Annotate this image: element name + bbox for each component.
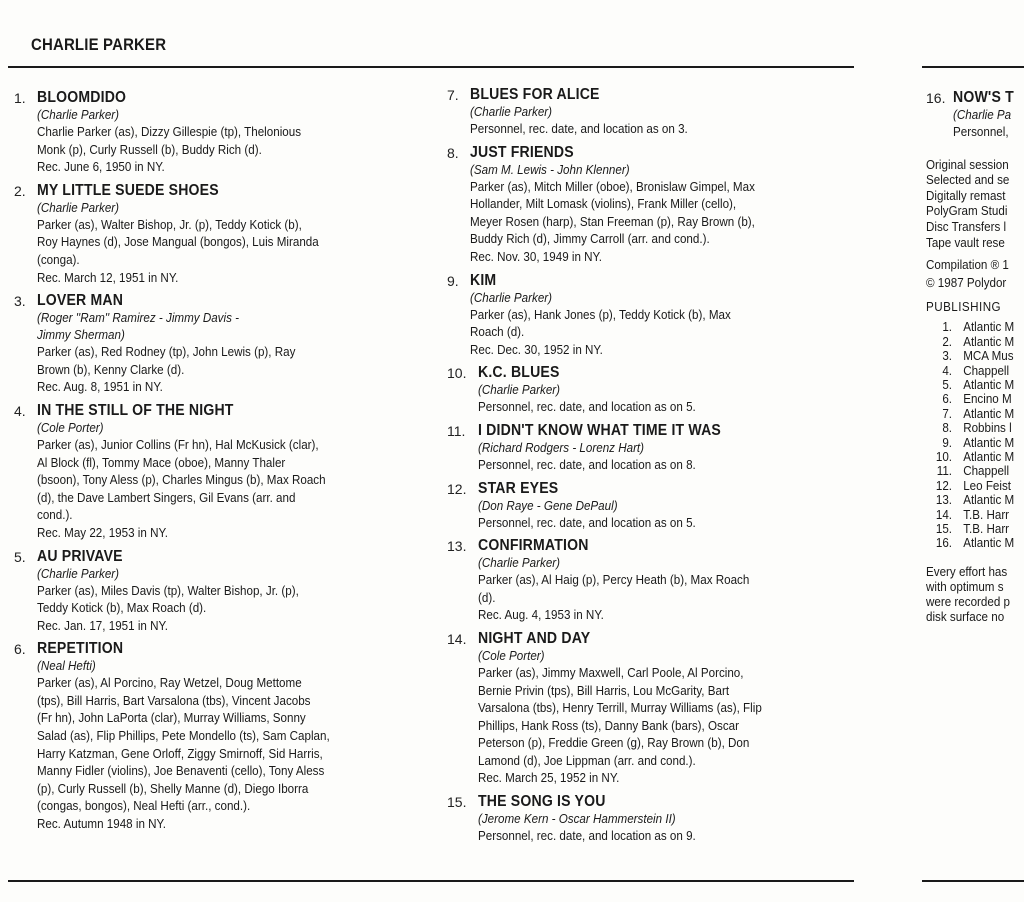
publishing-row xyxy=(926,421,1017,435)
track-personnel-line: Al Block (fl), Tommy Mace (oboe), Manny Thaler xyxy=(37,455,286,470)
track-title: K.C. BLUES xyxy=(478,364,560,382)
track-title: JUST FRIENDS xyxy=(470,143,574,161)
notes-line: Tape vault rese xyxy=(926,235,1005,250)
track-composer: Jimmy Sherman) xyxy=(37,328,125,343)
publisher-name: Atlantic M xyxy=(963,406,1015,421)
track-item xyxy=(447,792,867,846)
publishing-number: 16. xyxy=(935,536,953,551)
publishing-number: 12. xyxy=(935,478,953,493)
track-title: I DIDN'T KNOW WHAT TIME IT WAS xyxy=(478,421,722,439)
track-item xyxy=(14,88,434,177)
publishing-row xyxy=(926,479,1017,493)
track-personnel-line: Roy Haynes (d), Jose Mangual (bongos), Luis Miranda xyxy=(37,235,319,250)
track-number: 16. xyxy=(926,90,946,106)
track-personnel-line: Personnel, rec. date, and location as on 5. xyxy=(478,515,696,530)
publishing-number: 15. xyxy=(935,522,953,537)
track-composer: (Richard Rodgers - Lorenz Hart) xyxy=(478,440,645,455)
track-personnel-line: Parker (as), Red Rodney (tp), John Lewis (p), Ray xyxy=(37,345,296,360)
publishing-row xyxy=(926,493,1017,507)
publishing-row xyxy=(926,364,1017,378)
track-composer: (Sam M. Lewis - John Klenner) xyxy=(470,162,630,177)
publishing-row xyxy=(926,508,1017,522)
footer-line: Every effort has xyxy=(926,564,1008,579)
track-title: CONFIRMATION xyxy=(478,537,589,555)
track-number: 2. xyxy=(14,182,26,199)
track-composer: (Charlie Parker) xyxy=(37,566,120,581)
track-personnel-line: Parker (as), Hank Jones (p), Teddy Kotick (b), Max xyxy=(470,307,731,322)
track-column-middle xyxy=(447,85,867,850)
publishing-number: 13. xyxy=(935,493,953,508)
publishing-number: 4. xyxy=(942,363,953,378)
track-item xyxy=(447,85,867,139)
track-personnel-line: Roach (d). xyxy=(470,325,525,340)
track-composer: (Charlie Pa xyxy=(953,108,1012,122)
track-title: IN THE STILL OF THE NIGHT xyxy=(37,401,234,419)
track-number: 12. xyxy=(447,480,467,497)
session-notes xyxy=(926,158,1024,252)
copyright-line: © 1987 Polydor xyxy=(926,275,1007,290)
track-item xyxy=(926,88,1024,142)
track-personnel-line: Personnel, rec. date, and location as on 8. xyxy=(478,457,696,472)
track-personnel-line: Hollander, Milt Lomask (violins), Frank Miller (cello), xyxy=(470,197,737,212)
track-personnel-line: (bsoon), Tony Aless (p), Charles Mingus (b), Max Roach xyxy=(37,473,326,488)
track-personnel-line: (d), the Dave Lambert Singers, Gil Evans (arr. and xyxy=(37,490,296,505)
track-personnel-line: Personnel, rec. date, and location as on 3. xyxy=(470,122,688,136)
footer-line: with optimum s xyxy=(926,579,1004,594)
track-personnel-line: Personnel, rec. date, and location as on 5. xyxy=(478,400,696,415)
track-personnel-line: cond.). xyxy=(37,508,73,523)
track-number: 14. xyxy=(447,630,467,647)
track-composer: (Charlie Parker) xyxy=(478,556,561,571)
track-composer: (Charlie Parker) xyxy=(470,290,553,305)
track-personnel-line: (conga). xyxy=(37,252,80,267)
track-title: BLUES FOR ALICE xyxy=(470,86,600,103)
copyright xyxy=(926,257,1024,292)
track-item xyxy=(447,479,867,533)
track-personnel-line: (congas, bongos), Neal Hefti (arr., cond.). xyxy=(37,799,251,814)
track-personnel-line: Harry Katzman, Gene Orloff, Ziggy Smirnoff, Sid Harris, xyxy=(37,746,323,761)
publisher-name: Atlantic M xyxy=(963,536,1015,551)
notes-line: Digitally remast xyxy=(926,188,1006,203)
track-column-right xyxy=(926,88,1024,625)
track-number: 8. xyxy=(447,144,459,161)
track-personnel-line: Lamond (d), Joe Lippman (arr. and cond.). xyxy=(478,753,696,768)
bottom-rule-right xyxy=(922,880,1024,882)
track-title: BLOOMDIDO xyxy=(37,89,127,106)
track-personnel-line: (d). xyxy=(478,590,496,605)
track-personnel-line: (Fr hn), John LaPorta (clar), Murray Williams, Sonny xyxy=(37,711,306,726)
track-column-left xyxy=(14,88,434,838)
track-item xyxy=(14,401,434,543)
track-personnel-line: Rec. Dec. 30, 1952 in NY. xyxy=(470,342,603,357)
publishing-row xyxy=(926,464,1017,478)
track-title: LOVER MAN xyxy=(37,292,124,310)
publishing-number: 2. xyxy=(942,334,953,349)
track-composer: (Charlie Parker) xyxy=(478,383,561,398)
track-title: AU PRIVAVE xyxy=(37,547,123,565)
track-personnel-line: Rec. June 6, 1950 in NY. xyxy=(37,160,165,175)
track-number: 13. xyxy=(447,538,467,555)
publisher-name: T.B. Harr xyxy=(963,507,1010,522)
publishing-number: 8. xyxy=(942,421,953,436)
track-personnel-line: Rec. March 25, 1952 in NY. xyxy=(478,771,620,786)
publishing-heading: PUBLISHING xyxy=(926,300,1002,315)
copyright-line: Compilation ® 1 xyxy=(926,258,1009,273)
track-item xyxy=(447,536,867,625)
track-personnel-line: Rec. Jan. 17, 1951 in NY. xyxy=(37,618,168,633)
publishing-row xyxy=(926,335,1017,349)
track-personnel-line: Buddy Rich (d), Jimmy Carroll (arr. and cond.). xyxy=(470,232,710,247)
track-personnel-line: Peterson (p), Freddie Green (g), Ray Brown (b), Don xyxy=(478,736,750,751)
track-number: 1. xyxy=(14,90,26,106)
page-title: CHARLIE PARKER xyxy=(31,35,167,54)
track-personnel-line: Charlie Parker (as), Dizzy Gillespie (tp), Thelonious xyxy=(37,125,302,139)
publisher-name: Atlantic M xyxy=(963,450,1015,464)
track-personnel-line: Rec. Aug. 8, 1951 in NY. xyxy=(37,380,163,395)
publisher-name: Encino M xyxy=(963,392,1012,407)
publishing-row xyxy=(926,407,1017,421)
track-personnel-line: Rec. March 12, 1951 in NY. xyxy=(37,270,179,285)
track-item xyxy=(447,421,867,475)
track-composer: (Charlie Parker) xyxy=(470,105,553,119)
publishing-number: 6. xyxy=(942,392,953,407)
track-title: MY LITTLE SUEDE SHOES xyxy=(37,181,219,199)
bottom-rule-left xyxy=(8,880,854,882)
track-personnel-line: Manny Fidler (violins), Joe Benaventi (cello), Tony Aless xyxy=(37,764,325,779)
track-composer: (Cole Porter) xyxy=(478,648,545,663)
publisher-name: Chappell xyxy=(963,363,1010,378)
track-personnel-line: Parker (as), Al Porcino, Ray Wetzel, Doug Mettome xyxy=(37,676,302,691)
publishing-row xyxy=(926,392,1017,406)
track-item xyxy=(14,291,434,397)
track-composer: (Roger ''Ram'' Ramirez - Jimmy Davis - xyxy=(37,311,239,326)
publisher-name: MCA Mus xyxy=(963,349,1014,364)
footer-note xyxy=(926,565,1024,625)
track-title: KIM xyxy=(470,271,497,289)
track-personnel-line: Meyer Rosen (harp), Stan Freeman (p), Ray Brown (b), xyxy=(470,214,755,229)
track-item xyxy=(14,181,434,287)
track-number: 9. xyxy=(447,272,459,289)
top-rule-right xyxy=(922,66,1024,68)
track-personnel-line: Parker (as), Junior Collins (Fr hn), Hal McKusick (clar), xyxy=(37,437,319,452)
track-item xyxy=(447,629,867,788)
top-rule-left xyxy=(8,66,854,68)
footer-line: were recorded p xyxy=(926,594,1011,609)
track-title: THE SONG IS YOU xyxy=(478,793,606,811)
track-title: REPETITION xyxy=(37,640,124,658)
publishing-number: 5. xyxy=(942,377,953,392)
track-personnel-line: Rec. Aug. 4, 1953 in NY. xyxy=(478,608,604,623)
publisher-name: Robbins l xyxy=(963,421,1012,436)
track-number: 5. xyxy=(14,548,26,565)
track-composer: (Cole Porter) xyxy=(37,420,104,435)
track-composer: (Jerome Kern - Oscar Hammerstein II) xyxy=(478,812,676,827)
track-personnel-line: Varsalona (tbs), Henry Terrill, Murray Williams (as), Flip xyxy=(478,701,762,716)
publisher-name: T.B. Harr xyxy=(963,522,1010,537)
publishing-row xyxy=(926,320,1017,334)
track-item xyxy=(447,143,867,267)
publishing-number: 3. xyxy=(942,349,953,364)
publisher-name: Atlantic M xyxy=(963,493,1015,508)
track-personnel-line: (p), Curly Russell (b), Shelly Manne (d), Diego Iborra xyxy=(37,781,309,796)
publishing-number: 11. xyxy=(936,464,953,479)
track-personnel-line: Parker (as), Mitch Miller (oboe), Bronislaw Gimpel, Max xyxy=(470,179,755,194)
track-composer: (Don Raye - Gene DePaul) xyxy=(478,498,618,513)
track-personnel-line: Personnel, rec. date, and location as on 9. xyxy=(478,829,696,844)
footer-line: disk surface no xyxy=(926,609,1005,624)
publishing-row xyxy=(926,378,1017,392)
publisher-name: Chappell xyxy=(963,464,1010,479)
notes-line: Disc Transfers l xyxy=(926,219,1007,234)
track-personnel-line: Teddy Kotick (b), Max Roach (d). xyxy=(37,601,207,616)
track-number: 4. xyxy=(14,402,26,419)
publishing-number: 14. xyxy=(935,507,953,522)
track-number: 10. xyxy=(447,365,467,382)
publisher-name: Atlantic M xyxy=(963,334,1015,349)
track-personnel-line: Parker (as), Jimmy Maxwell, Carl Poole, Al Porcino, xyxy=(478,665,744,680)
notes-line: Selected and se xyxy=(926,173,1010,188)
track-number: 7. xyxy=(447,87,459,103)
track-personnel-line: Brown (b), Kenny Clarke (d). xyxy=(37,362,185,377)
track-personnel-line: Salad (as), Flip Phillips, Pete Mondello (ts), Sam Caplan, xyxy=(37,729,330,744)
track-personnel-line: Rec. Autumn 1948 in NY. xyxy=(37,817,167,832)
track-personnel-line: Monk (p), Curly Russell (b), Buddy Rich (d). xyxy=(37,142,262,157)
track-item xyxy=(447,363,867,417)
track-number: 3. xyxy=(14,293,26,310)
track-personnel-line: (tps), Bill Harris, Bart Varsalona (tbs), Vincent Jacobs xyxy=(37,693,311,708)
track-number: 6. xyxy=(14,641,26,658)
track-personnel-line: Personnel, xyxy=(953,125,1009,139)
track-item xyxy=(447,271,867,360)
publisher-name: Leo Feist xyxy=(963,478,1012,493)
track-personnel-line: Rec. Nov. 30, 1949 in NY. xyxy=(470,249,603,264)
publishing-row xyxy=(926,522,1017,536)
publisher-name: Atlantic M xyxy=(963,377,1015,392)
publishing-number: 7. xyxy=(942,406,953,421)
track-personnel-line: Parker (as), Walter Bishop, Jr. (p), Teddy Kotick (b), xyxy=(37,217,302,232)
publishing-row xyxy=(926,436,1017,450)
track-personnel-line: Bernie Privin (tps), Bill Harris, Lou McGarity, Bart xyxy=(478,683,730,698)
track-personnel-line: Phillips, Hank Ross (ts), Danny Bank (bars), Oscar xyxy=(478,718,739,733)
track-item xyxy=(14,547,434,636)
track-item xyxy=(14,639,434,833)
publishing-number: 9. xyxy=(942,435,953,450)
track-personnel-line: Parker (as), Miles Davis (tp), Walter Bishop, Jr. (p), xyxy=(37,583,299,598)
publisher-name: Atlantic M xyxy=(963,435,1015,450)
track-number: 11. xyxy=(447,422,466,439)
track-number: 15. xyxy=(447,794,467,811)
track-personnel-line: Parker (as), Al Haig (p), Percy Heath (b), Max Roach xyxy=(478,573,750,588)
publishing-row xyxy=(926,450,1017,464)
track-title: STAR EYES xyxy=(478,479,559,497)
track-composer: (Charlie Parker) xyxy=(37,200,120,215)
track-composer: (Neal Hefti) xyxy=(37,659,96,674)
track-title: NIGHT AND DAY xyxy=(478,629,591,647)
track-personnel-line: Rec. May 22, 1953 in NY. xyxy=(37,525,168,540)
publishing-number: 10. xyxy=(935,450,953,464)
track-title: NOW'S T xyxy=(953,89,1014,106)
track-composer: (Charlie Parker) xyxy=(37,108,120,122)
publishing-row xyxy=(926,349,1017,363)
notes-line: Original session xyxy=(926,157,1009,172)
publishing-list xyxy=(926,320,1024,551)
publisher-name: Atlantic M xyxy=(963,320,1015,335)
publishing-number: 1. xyxy=(942,320,953,335)
publishing-row xyxy=(926,536,1017,550)
notes-line: PolyGram Studi xyxy=(926,204,1008,219)
